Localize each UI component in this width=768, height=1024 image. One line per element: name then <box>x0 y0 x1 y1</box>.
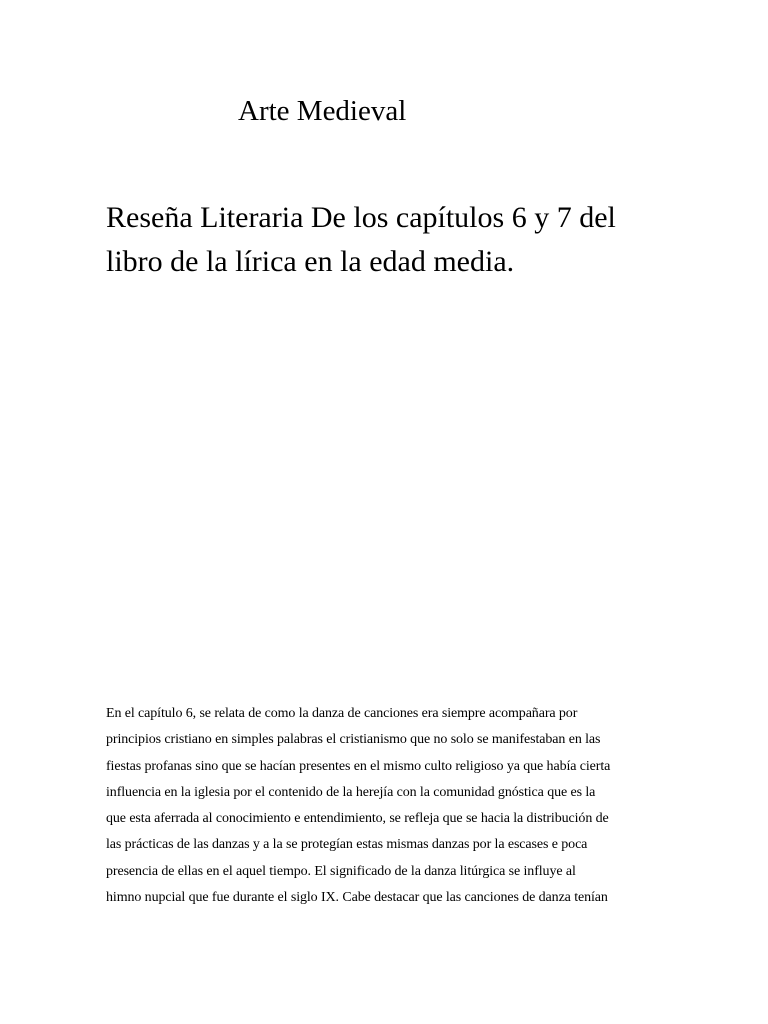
paragraph-line: himno nupcial que fue durante el siglo IX. Cabe destacar que las canciones de danza tenían <box>106 890 608 906</box>
paragraph-line: influencia en la iglesia por el contenido de la herejía con la comunidad gnóstica que es la <box>106 784 596 800</box>
paragraph-line: principios cristiano en simples palabras el cristianismo que no solo se manifestaban en las <box>106 732 601 748</box>
paragraph-line: fiestas profanas sino que se hacían presentes en el mismo culto religioso ya que había cierta <box>106 758 611 774</box>
page-subtitle <box>106 196 706 284</box>
subtitle-line: Reseña Literaria De los capítulos 6 y 7 del <box>106 201 616 234</box>
paragraph-line: En el capítulo 6, se relata de como la danza de canciones era siempre acompañara por <box>106 706 578 721</box>
page-title: Arte Medieval <box>238 95 407 127</box>
subtitle-line: libro de la lírica en la edad media. <box>106 245 515 278</box>
paragraph-line: presencia de ellas en el aquel tiempo. El significado de la danza litúrgica se influye al <box>106 863 576 879</box>
paragraph-line: que esta aferrada al conocimiento e entendimiento, se refleja que se hacia la distribución de <box>106 811 609 827</box>
body-paragraph <box>106 702 666 912</box>
paragraph-line: las prácticas de las danzas y a la se protegían estas mismas danzas por la escases e poca <box>106 837 588 853</box>
